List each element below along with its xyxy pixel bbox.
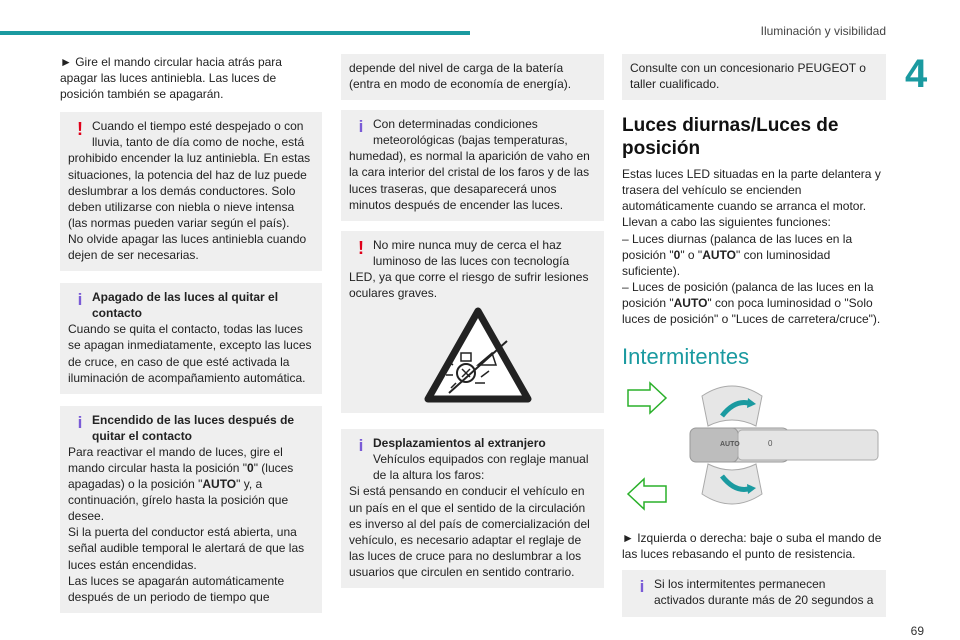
exclamation-icon: !	[358, 237, 364, 258]
continued-box	[341, 54, 604, 100]
header-accent-bar	[0, 31, 470, 35]
info-icon: i	[77, 290, 83, 310]
warning-text-rest: prohibido encender la luz antiniebla. En estas situaciones, la potencia del haz de luz puede deslumbrar a los demás conductores. Solo deben utilizarse con niebla o nieve intensa (las normas pueden variar según el país).	[68, 151, 311, 230]
info-box-switch-off	[60, 283, 322, 394]
warning-text-last: No olvide apagar las luces antiniebla cuando dejen de ser necesarias.	[68, 231, 307, 263]
dealer-text: Consulte con un concesionario PEUGEOT o taller cualificado.	[630, 61, 866, 92]
column-2	[341, 54, 604, 588]
info-text-rest: Si está pensando en conducir el vehículo en un país en el que el sentido de la circulación es inverso al del país de comercialización del vehículo, es necesario adaptar el reglaje de las luces de cruce para no deslumbrar a los usuarios que circulen en sentido contrario.	[349, 484, 590, 579]
section-title: Iluminación y visibilidad	[760, 24, 886, 38]
info-heading: Apagado de las luces al quitar el contacto	[92, 290, 279, 321]
led-eye-warning-figure	[349, 301, 596, 413]
info-heading: Desplazamientos al extranjero	[373, 436, 546, 451]
warning-box-fog	[60, 112, 322, 271]
info-text-first: Vehículos equipados con reglaje manual de la altura los faros:	[373, 452, 589, 483]
continued-text: depende del nivel de carga de la batería (entra en modo de economía de energía).	[349, 61, 572, 92]
info-text: Cuando se quita el contacto, todas las luces se apagan inmediatamente, excepto las luces de cruce, en caso de que esté activada la iluminación de acompañamiento automática.	[68, 322, 312, 385]
info-box-condensation	[341, 110, 604, 221]
dealer-box	[622, 54, 886, 100]
page-number: 69	[910, 624, 924, 638]
intro-paragraph: ► Gire el mando circular hacia atrás para apagar las luces antiniebla. Las luces de posición también se apagarán.	[60, 55, 282, 102]
info-icon: i	[639, 577, 645, 597]
daytime-item-1: – Luces diurnas (palanca de las luces en la posición "0" o "AUTO" con luminosidad suficiente).	[622, 231, 853, 278]
info-icon: i	[77, 412, 83, 432]
info-text-c: Las luces se apagarán automáticamente después de un periodo de tiempo que	[68, 573, 285, 604]
info-box-abroad	[341, 429, 604, 588]
warning-text-rest: LED, ya que corre el riesgo de sufrir lesiones oculares graves.	[349, 269, 589, 301]
heading-turn-signals: Intermitentes	[622, 344, 750, 370]
info-box-switch-on	[60, 406, 322, 613]
heading-daytime-lights: Luces diurnas/Luces de posición	[622, 115, 839, 160]
warning-box-led	[341, 231, 604, 413]
turn-signal-para: ► Izquierda o derecha: baje o suba el mando de las luces rebasando el punto de resistencia.	[622, 531, 882, 562]
info-heading: Encendido de las luces después de quitar el contacto	[92, 412, 295, 443]
info-icon: i	[358, 436, 364, 456]
svg-text:AUTO: AUTO	[720, 441, 740, 449]
exclamation-icon: !	[77, 119, 83, 140]
warning-text-first: Cuando el tiempo esté despejado o con lluvia, tanto de día como de noche, está	[92, 119, 305, 150]
info-text-b: Si la puerta del conductor está abierta, una señal audible temporal le alertará de que las luces están encendidas.	[68, 525, 305, 572]
daytime-para-1: Estas luces LED situadas en la parte delantera y trasera del vehículo se encienden automáticamente cuando se arranca el motor.	[622, 167, 881, 214]
turn-signal-stalk-figure	[622, 376, 886, 526]
daytime-para-2: Llevan a cabo las siguientes funciones:	[622, 215, 831, 230]
column-3	[622, 54, 886, 617]
info-icon: i	[358, 117, 364, 137]
info-text-a: Para reactivar el mando de luces, gire el mando circular hasta la posición "0" (luces apagadas) o la posición "AUTO" y, a continuación, gírelo hasta la posición que desee.	[68, 444, 294, 524]
daytime-item-2: – Luces de posición (palanca de las luces en la posición "AUTO" con poca luminosidad o "Solo luces de posición" o "Luces de carretera/cruce").	[622, 279, 881, 327]
warning-text-first: No mire nunca muy de cerca el haz luminoso de las luces con tecnología	[373, 237, 570, 268]
info-text-rest: humedad), es normal la aparición de vaho en la cara interior del cristal de los faros y de las luces traseras, que desaparecerá unos minutos después de encender las luces.	[349, 149, 590, 212]
info-text-first: Con determinadas condiciones meteorológicas (bajas temperaturas,	[373, 117, 568, 148]
column-1	[60, 54, 322, 613]
led-eye-warning-icon	[423, 305, 533, 405]
svg-text:0: 0	[768, 439, 773, 449]
turn-signal-stalk-icon	[622, 376, 886, 526]
info-box-turn-signals	[622, 570, 886, 616]
chapter-number: 4	[905, 52, 928, 96]
info-text: Si los intermitentes permanecen activados durante más de 20 segundos a	[654, 577, 874, 608]
